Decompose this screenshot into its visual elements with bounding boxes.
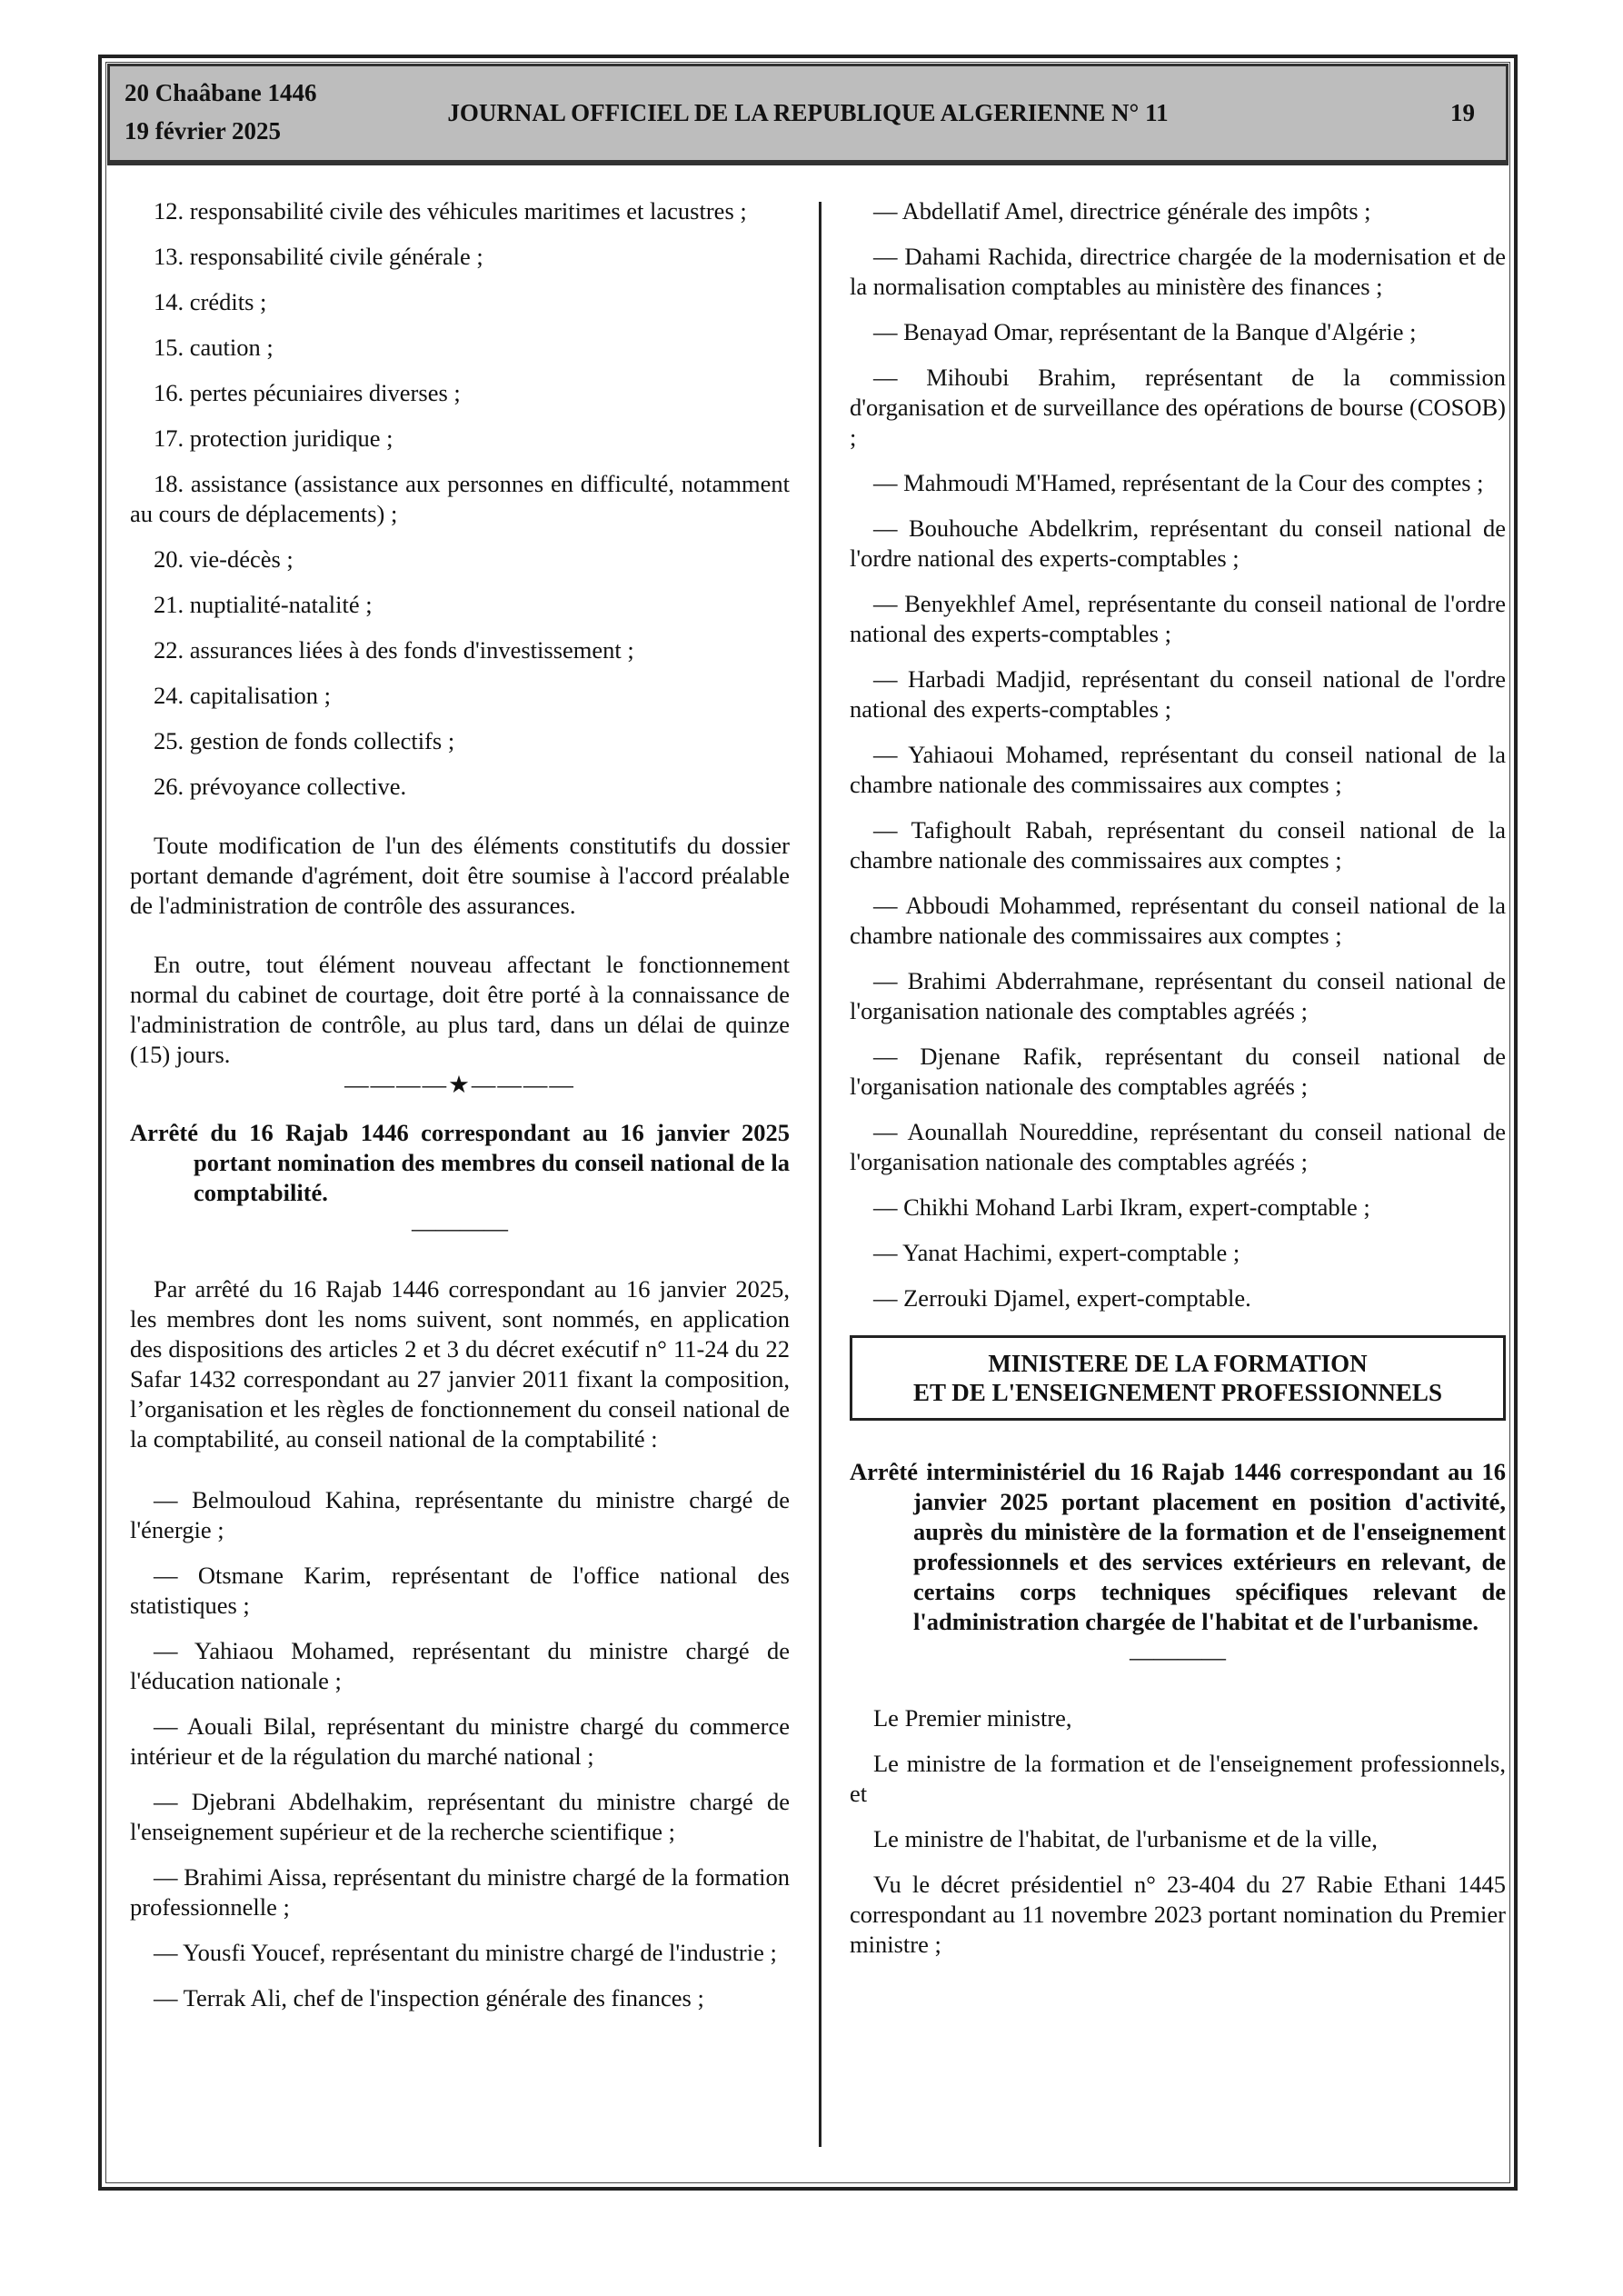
paragraph: Vu le décret présidentiel n° 23-404 du 27 Rabie Ethani 1445 correspondant au 11 novembre 2023 portant nomination du Premier ministre ; — [850, 1871, 1506, 1958]
member-item: — Aounallah Noureddine, représentant du conseil national de l'organisation nationale des comptables agréés ; — [850, 1118, 1506, 1175]
list-item: 24. capitalisation ; — [154, 682, 332, 709]
member-item: — Djenane Rafik, représentant du conseil national de l'organisation nationale des comptables agréés ; — [850, 1043, 1506, 1100]
paragraph: En outre, tout élément nouveau affectant le fonctionnement normal du cabinet de courtage, doit être porté à la connaissance de l'administration de contrôle, au plus tard, dans un délai de quinze (15) jours. — [130, 951, 790, 1068]
member-item: — Bouhouche Abdelkrim, représentant du conseil national de l'ordre national des experts-comptables ; — [850, 514, 1506, 572]
journal-header — [107, 64, 1508, 165]
member-item: — Dahami Rachida, directrice chargée de la modernisation et de la normalisation comptables au ministère des finances ; — [850, 243, 1506, 300]
star-separator: ————★———— — [344, 1071, 575, 1098]
member-item: — Yahiaou Mohamed, représentant du ministre chargé de l'éducation nationale ; — [130, 1637, 790, 1694]
journal-title: JOURNAL OFFICIEL DE LA REPUBLIQUE ALGERIENNE N° 11 — [447, 99, 1169, 126]
member-item: — Aouali Bilal, représentant du ministre chargé du commerce intérieur et de la régulation du marché national ; — [130, 1712, 790, 1770]
list-item: 21. nuptialité-natalité ; — [154, 591, 373, 618]
list-item: 20. vie-décès ; — [154, 545, 294, 573]
list-item: 26. prévoyance collective. — [154, 773, 407, 800]
ministry-heading-line: MINISTERE DE LA FORMATION — [988, 1350, 1368, 1377]
member-item: — Mahmoudi M'Hamed, représentant de la Cour des comptes ; — [873, 469, 1484, 496]
arrete-title: Arrêté du 16 Rajab 1446 correspondant au 16 janvier 2025 portant nomination des membres du conseil national de la comptabilité. — [130, 1119, 790, 1206]
page-number: 19 — [1450, 99, 1475, 126]
list-item: 18. assistance (assistance aux personnes en difficulté, notamment au cours de déplacements) ; — [130, 470, 790, 527]
member-item: — Otsmane Karim, représentant de l'office national des statistiques ; — [130, 1562, 790, 1619]
member-item: — Mihoubi Brahim, représentant de la commission d'organisation et de surveillance des opérations de bourse (COSOB) ; — [850, 364, 1506, 451]
list-item: 12. responsabilité civile des véhicules maritimes et lacustres ; — [154, 197, 747, 225]
list-item: 15. caution ; — [154, 334, 274, 361]
left-column — [130, 196, 790, 2029]
member-item: — Yahiaoui Mohamed, représentant du conseil national de la chambre nationale des commissaires aux comptes ; — [850, 741, 1506, 798]
paragraph: Par arrêté du 16 Rajab 1446 correspondant au 16 janvier 2025, les membres dont les noms suivent, sont nommés, en application des dispositions des articles 2 et 3 du décret exécutif n° 11-24 du 22 Safar 1432 correspondant au 27 janvier 2011 fixant la composition, l’organisation et les règles de fonctionnement du conseil national de la comptabilité, au conseil national de la comptabilité : — [130, 1275, 790, 1452]
member-item: — Yousfi Youcef, représentant du ministre chargé de l'industrie ; — [154, 1939, 777, 1966]
member-item: — Chikhi Mohand Larbi Ikram, expert-comptable ; — [873, 1193, 1370, 1221]
member-item: — Harbadi Madjid, représentant du conseil national de l'ordre national des experts-comptables ; — [850, 665, 1506, 723]
member-item: — Brahimi Aissa, représentant du ministre chargé de la formation professionnelle ; — [130, 1863, 790, 1921]
member-item: — Djebrani Abdelhakim, représentant du ministre chargé de l'enseignement supérieur et de la recherche scientifique ; — [130, 1788, 790, 1845]
member-item: — Belmouloud Kahina, représentante du ministre chargé de l'énergie ; — [130, 1486, 790, 1543]
list-item: 17. protection juridique ; — [154, 424, 393, 452]
member-item: — Tafighoult Rabah, représentant du conseil national de la chambre nationale des commissaires aux comptes ; — [850, 816, 1506, 873]
member-item: — Terrak Ali, chef de l'inspection générale des finances ; — [154, 1984, 704, 2011]
paragraph: Le Premier ministre, — [873, 1704, 1072, 1732]
ministry-heading-line: ET DE L'ENSEIGNEMENT PROFESSIONNELS — [913, 1379, 1442, 1406]
list-item: 16. pertes pécuniaires diverses ; — [154, 379, 461, 406]
paragraph: Toute modification de l'un des éléments constitutifs du dossier portant demande d'agrément, doit être soumise à l'accord préalable de l'administration de contrôle des assurances. — [130, 832, 790, 919]
member-item: — Benayad Omar, représentant de la Banque d'Algérie ; — [873, 318, 1417, 345]
date-hijri: 20 Chaâbane 1446 — [124, 79, 317, 106]
member-item: — Zerrouki Djamel, expert-comptable. — [873, 1284, 1251, 1312]
list-item: 14. crédits ; — [154, 288, 267, 315]
separator: ———— — [1130, 1643, 1226, 1671]
member-item: — Benyekhlef Amel, représentante du conseil national de l'ordre national des experts-comptables ; — [850, 590, 1506, 647]
member-item: — Brahimi Abderrahmane, représentant du conseil national de l'organisation nationale des comptables agréés ; — [850, 967, 1506, 1024]
right-column — [850, 196, 1506, 1975]
member-item: — Abboudi Mohammed, représentant du conseil national de la chambre nationale des commissaires aux comptes ; — [850, 892, 1506, 949]
column-divider — [819, 202, 821, 2147]
paragraph: Le ministre de l'habitat, de l'urbanisme et de la ville, — [873, 1825, 1378, 1852]
insurance-branch-list — [130, 196, 790, 802]
member-item: — Yanat Hachimi, expert-comptable ; — [873, 1239, 1240, 1266]
list-item: 22. assurances liées à des fonds d'investissement ; — [154, 636, 634, 664]
member-item: — Abdellatif Amel, directrice générale des impôts ; — [873, 197, 1371, 225]
list-item: 25. gestion de fonds collectifs ; — [154, 727, 455, 754]
paragraph: Le ministre de la formation et de l'enseignement professionnels, et — [850, 1750, 1506, 1807]
separator: ———— — [412, 1214, 508, 1242]
arrete-title: Arrêté interministériel du 16 Rajab 1446 correspondant au 16 janvier 2025 portant placement en position d'activité, auprès du ministère de la formation et de l'enseignement professionnels et des services extérieurs en relevant, de certains corps techniques spécifiques relevant de l'administration chargée de l'habitat et de l'urbanisme. — [850, 1458, 1506, 1635]
list-item: 13. responsabilité civile générale ; — [154, 243, 483, 270]
date-gregorian: 19 février 2025 — [124, 117, 281, 145]
ministry-heading-box — [850, 1335, 1506, 1421]
